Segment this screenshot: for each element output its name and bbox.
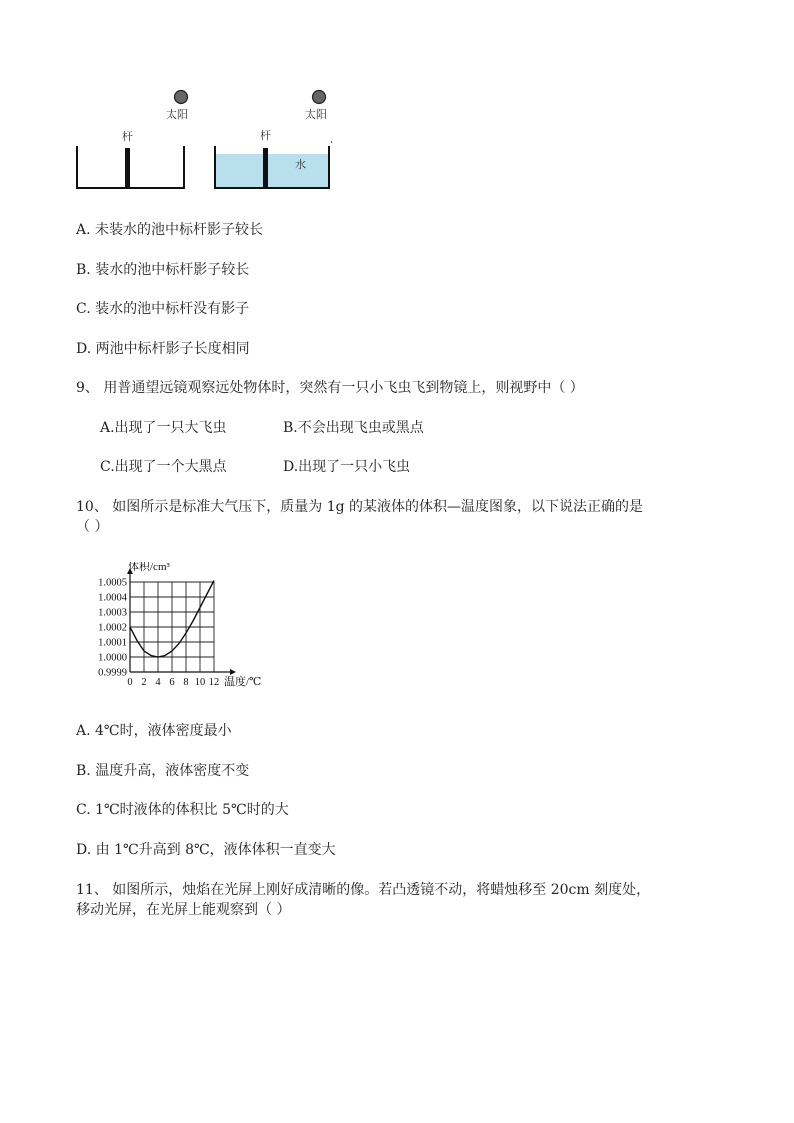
sun-icon-left (175, 91, 188, 104)
y-tick-label: 1.0003 (98, 607, 127, 619)
x-tick-label: 4 (155, 677, 161, 688)
x-tick-label: 8 (183, 677, 189, 688)
water-fill (215, 154, 329, 188)
chart-svg (80, 562, 280, 697)
y-tick-label: 1.0000 (98, 652, 127, 664)
q8-option-c: C. 装水的池中标杆没有影子 (76, 301, 250, 317)
sun-label-right: 太阳 (305, 108, 327, 121)
sun-icon-right (313, 91, 326, 104)
q8-option-b: B. 装水的池中标杆影子较长 (76, 262, 250, 278)
q10-question-line1: 10、 如图所示是标准大气压下，质量为 1g 的某液体的体积—温度图象，以下说法正确的是 (76, 499, 644, 515)
q10-option-d: D. 由 1℃升高到 8℃，液体体积一直变大 (76, 842, 336, 858)
rod-left (125, 148, 130, 188)
q9-question: 9、 用普通望远镜观察远处物体时，突然有一只小飞虫飞到物镜上，则视野中（ ） (76, 380, 584, 396)
pool-empty (77, 146, 184, 188)
rod-label-left: 杆 (122, 130, 133, 143)
rod-label-right: 杆 (260, 129, 271, 142)
sun-ray-mark (331, 141, 332, 143)
x-axis-label: 温度/℃ (224, 676, 262, 688)
q9-option-a: A.出现了一只大飞虫 (100, 420, 227, 436)
q9-option-b: B.不会出现飞虫或黑点 (283, 420, 424, 436)
y-tick-label: 1.0002 (98, 622, 127, 634)
q10-option-b: B. 温度升高，液体密度不变 (76, 763, 250, 779)
q11-question-line1: 11、 如图所示，烛焰在光屏上刚好成清晰的像。若凸透镜不动，将蜡烛移至 20cm 刻度处， (76, 882, 651, 898)
q9-option-d: D.出现了一只小飞虫 (283, 459, 411, 475)
x-tick-label: 2 (141, 677, 147, 688)
q9-option-c: C.出现了一个大黑点 (100, 459, 227, 475)
y-axis-label: 体积/cm³ (128, 562, 170, 573)
shadow-figure-drawing (70, 84, 340, 194)
y-tick-label: 1.0004 (98, 592, 127, 604)
volume-temperature-chart (80, 562, 280, 697)
x-axis-arrow (230, 669, 236, 675)
q11-question-line2: 移动光屏，在光屏上能观察到（ ） (76, 902, 291, 918)
q8-option-d: D. 两池中标杆影子长度相同 (76, 341, 250, 357)
y-tick-label: 1.0001 (98, 637, 127, 649)
water-label: 水 (295, 158, 306, 171)
y-tick-label: 1.0005 (98, 577, 127, 589)
x-tick-label: 6 (169, 677, 175, 688)
q10-option-c: C. 1℃时液体的体积比 5℃时的大 (76, 802, 289, 818)
sun-label-left: 太阳 (166, 108, 188, 121)
x-tick-label: 12 (208, 677, 220, 688)
rod-right (263, 148, 268, 188)
x-tick-label: 0 (127, 677, 133, 688)
q8-option-a: A. 未装水的池中标杆影子较长 (76, 222, 264, 238)
y-tick-label: 0.9999 (98, 667, 127, 679)
q10-option-a: A. 4℃时，液体密度最小 (76, 723, 232, 739)
shadow-figure (70, 84, 340, 194)
x-tick-label: 10 (194, 677, 206, 688)
q10-question-line2: （ ） (76, 519, 109, 535)
